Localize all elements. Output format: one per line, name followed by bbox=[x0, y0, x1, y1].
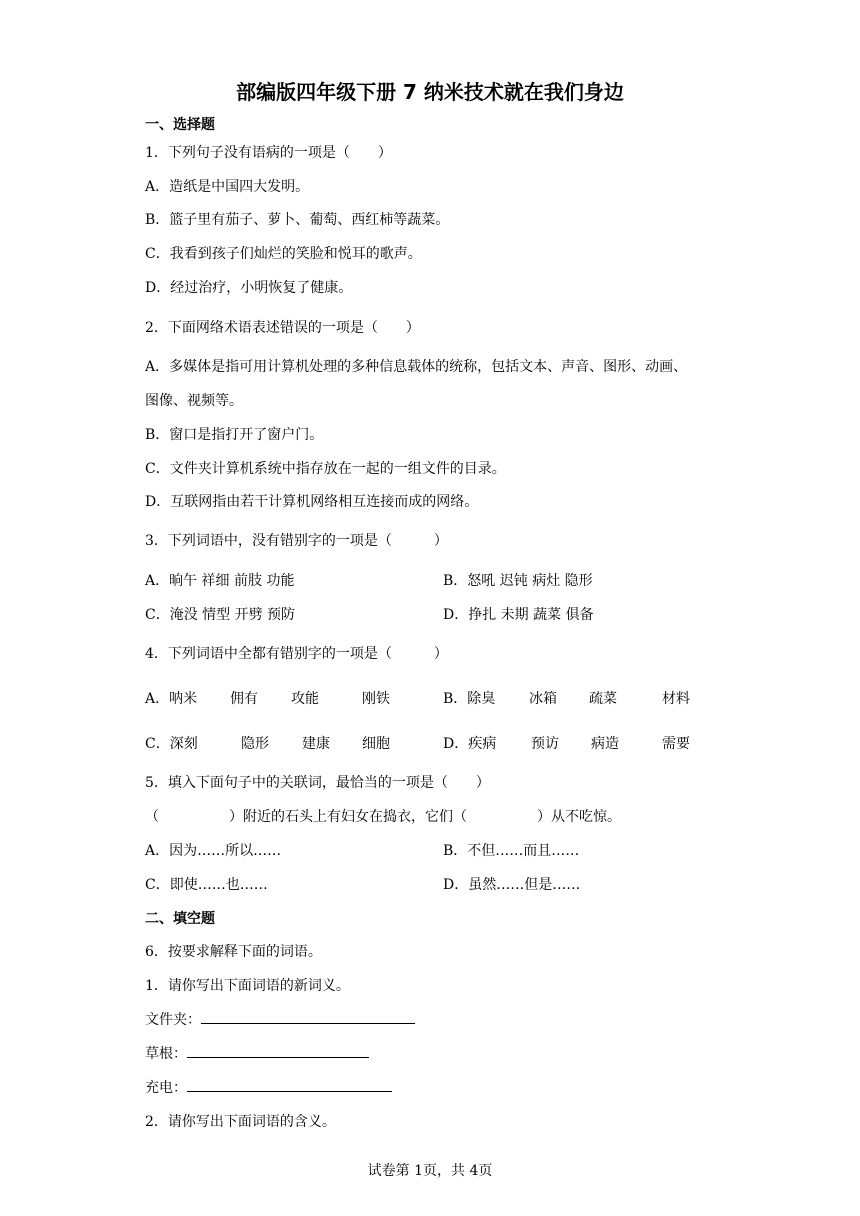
question-5-option-b: B．不但……而且…… bbox=[443, 843, 580, 859]
question-4-option-a-word: 刚铁 bbox=[362, 691, 390, 707]
question-4-option-c-label: C．深刻 bbox=[145, 736, 198, 752]
question-4-option-b-word: 冰箱 bbox=[529, 691, 557, 707]
answer-blank[interactable] bbox=[187, 1077, 392, 1092]
question-3-option-d: D．挣扎 未期 蔬菜 俱备 bbox=[443, 607, 594, 623]
answer-line-chongdian bbox=[145, 1077, 392, 1097]
question-4-option-d-label: D．疾病 bbox=[443, 736, 497, 752]
question-4-option-a-word: 攻能 bbox=[291, 691, 319, 707]
answer-blank[interactable] bbox=[201, 1009, 415, 1024]
answer-blank[interactable] bbox=[187, 1043, 369, 1058]
question-4-option-c-word: 建康 bbox=[302, 736, 330, 752]
question-6-sub2: 2．请你写出下面词语的含义。 bbox=[145, 1114, 336, 1130]
question-1-option-a: A．造纸是中国四大发明。 bbox=[145, 179, 310, 195]
question-3-option-a: A．晌午 祥细 前肢 功能 bbox=[145, 573, 295, 589]
question-5-option-a: A．因为……所以…… bbox=[145, 843, 282, 859]
answer-line-caogen bbox=[145, 1043, 369, 1063]
question-5-option-c: C．即使……也…… bbox=[145, 877, 268, 893]
question-2-option-a-line1: A．多媒体是指可用计算机处理的多种信息载体的统称，包括文本、声音、图形、动画、 bbox=[145, 359, 688, 375]
question-6-sub1: 1．请你写出下面词语的新词义。 bbox=[145, 978, 350, 994]
question-1-option-c: C．我看到孩子们灿烂的笑脸和悦耳的歌声。 bbox=[145, 246, 422, 262]
question-2-option-a-line2: 图像、视频等。 bbox=[145, 393, 243, 409]
question-5-option-d: D．虽然……但是…… bbox=[443, 877, 581, 893]
question-4-option-a-word: 佣有 bbox=[230, 691, 258, 707]
question-4-option-b-word: 材料 bbox=[662, 691, 690, 707]
page-title: 部编版四年级下册 7 纳米技术就在我们身边 bbox=[236, 80, 624, 104]
question-4-option-c-word: 细胞 bbox=[362, 736, 390, 752]
section-heading-choice: 一、选择题 bbox=[145, 117, 215, 133]
question-4-option-d-word: 病造 bbox=[591, 736, 619, 752]
answer-line-wenjianjia bbox=[145, 1009, 415, 1029]
question-4-stem: 4．下列词语中全都有错别字的一项是（ ） bbox=[145, 646, 448, 662]
question-5-stem: 5．填入下面句子中的关联词，最恰当的一项是（ ） bbox=[145, 775, 490, 791]
section-heading-fill: 二、填空题 bbox=[145, 911, 215, 927]
question-2-stem: 2．下面网络术语表述错误的一项是（ ） bbox=[145, 320, 420, 336]
question-1-stem: 1．下列句子没有语病的一项是（ ） bbox=[145, 145, 392, 161]
question-4-option-d-word: 需要 bbox=[662, 736, 690, 752]
question-3-option-b: B．怒吼 迟钝 病灶 隐形 bbox=[443, 573, 593, 589]
question-6-stem: 6．按要求解释下面的词语。 bbox=[145, 944, 322, 960]
question-5-sentence: （ ）附近的石头上有妇女在捣衣，它们（ ）从不吃惊。 bbox=[145, 809, 621, 825]
question-2-option-d: D．互联网指由若干计算机网络相互连接而成的网络。 bbox=[145, 494, 479, 510]
question-4-option-c-word: 隐形 bbox=[241, 736, 269, 752]
question-2-option-c: C．文件夹计算机系统中指存放在一起的一组文件的目录。 bbox=[145, 461, 506, 477]
term-label: 文件夹： bbox=[145, 1012, 201, 1028]
term-label: 充电： bbox=[145, 1080, 187, 1096]
question-3-option-c: C．淹没 情型 开劈 预防 bbox=[145, 607, 296, 623]
question-2-option-b: B．窗口是指打开了窗户门。 bbox=[145, 427, 324, 443]
question-4-option-b-word: 疏菜 bbox=[589, 691, 617, 707]
question-4-option-d-word: 预访 bbox=[531, 736, 559, 752]
question-4-option-a-label: A．呐米 bbox=[145, 691, 198, 707]
question-3-stem: 3．下列词语中，没有错别字的一项是（ ） bbox=[145, 533, 448, 549]
page-footer: 试卷第 1页，共 4页 bbox=[367, 1163, 493, 1179]
question-1-option-d: D．经过治疗，小明恢复了健康。 bbox=[145, 280, 353, 296]
term-label: 草根： bbox=[145, 1046, 187, 1062]
question-4-option-b-label: B．除臭 bbox=[443, 691, 496, 707]
question-1-option-b: B．篮子里有茄子、萝卜、葡萄、西红柿等蔬菜。 bbox=[145, 212, 450, 228]
